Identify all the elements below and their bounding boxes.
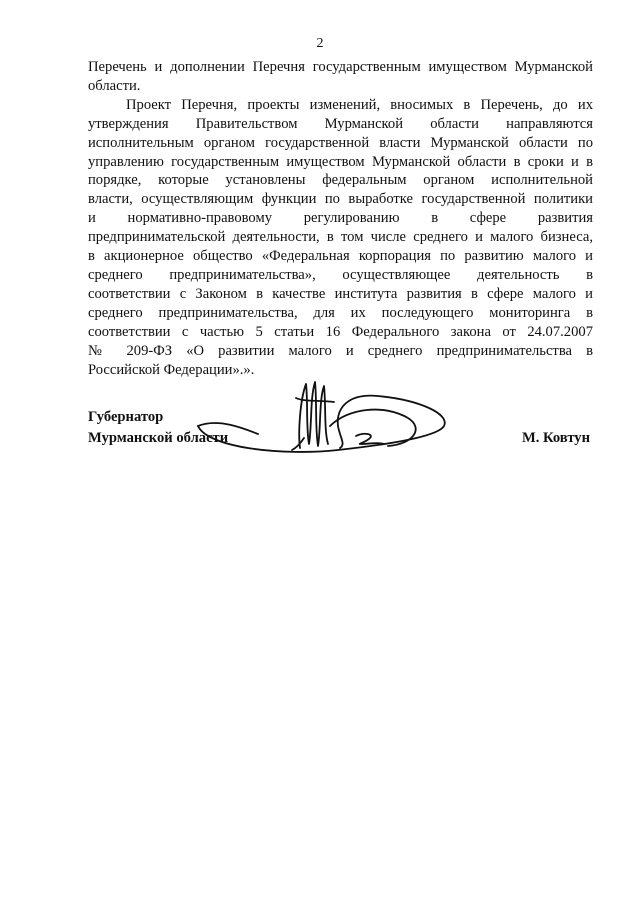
- signatory-position: Губернатор: [88, 409, 164, 425]
- text-line: Российской Федерации».».: [88, 361, 255, 378]
- text-line: порядке, которые установлены федеральным органом исполнительной: [88, 172, 593, 189]
- text-line: предпринимательской деятельности, в том числе среднего и малого бизнеса,: [88, 229, 593, 246]
- handwritten-signature: [188, 378, 458, 464]
- text-line: соответствии с частью 5 статьи 16 Федерального закона от 24.07.2007: [88, 323, 593, 340]
- text-line: Проект Перечня, проекты изменений, вносимых в Перечень, до их: [126, 96, 593, 113]
- document-body: [88, 58, 593, 379]
- text-line: среднего предпринимательства», осуществляющее деятельность в: [88, 266, 593, 283]
- text-line: соответствии с Законом в качестве института развития в сфере малого и: [88, 285, 593, 302]
- text-line: Перечень и дополнении Перечня государственным имуществом Мурманской: [88, 59, 593, 75]
- paragraph-1: [88, 58, 593, 96]
- paragraph-2: [88, 96, 593, 380]
- text-line: в акционерное общество «Федеральная корпорация по развитию малого и: [88, 248, 593, 265]
- text-line: управлению государственным имуществом Мурманской области в сроки и в: [88, 153, 593, 170]
- text-line: среднего предпринимательства, для их последующего мониторинга в: [88, 304, 593, 321]
- signatory-name: М. Ковтун: [521, 430, 590, 446]
- text-line: исполнительным органом государственной власти Мурманской области по: [88, 134, 593, 151]
- page-number: 2: [316, 36, 324, 51]
- text-line: области.: [88, 77, 141, 94]
- text-line: утверждения Правительством Мурманской области направляются: [88, 115, 593, 132]
- text-line: власти, осуществляющим функции по выработке государственной политики: [88, 191, 593, 208]
- signatory-region: Мурманской области: [88, 430, 229, 446]
- text-line: № 209-ФЗ «О развитии малого и среднего предпринимательства в: [88, 342, 593, 359]
- text-line: и нормативно-правовому регулированию в сфере развития: [88, 210, 593, 227]
